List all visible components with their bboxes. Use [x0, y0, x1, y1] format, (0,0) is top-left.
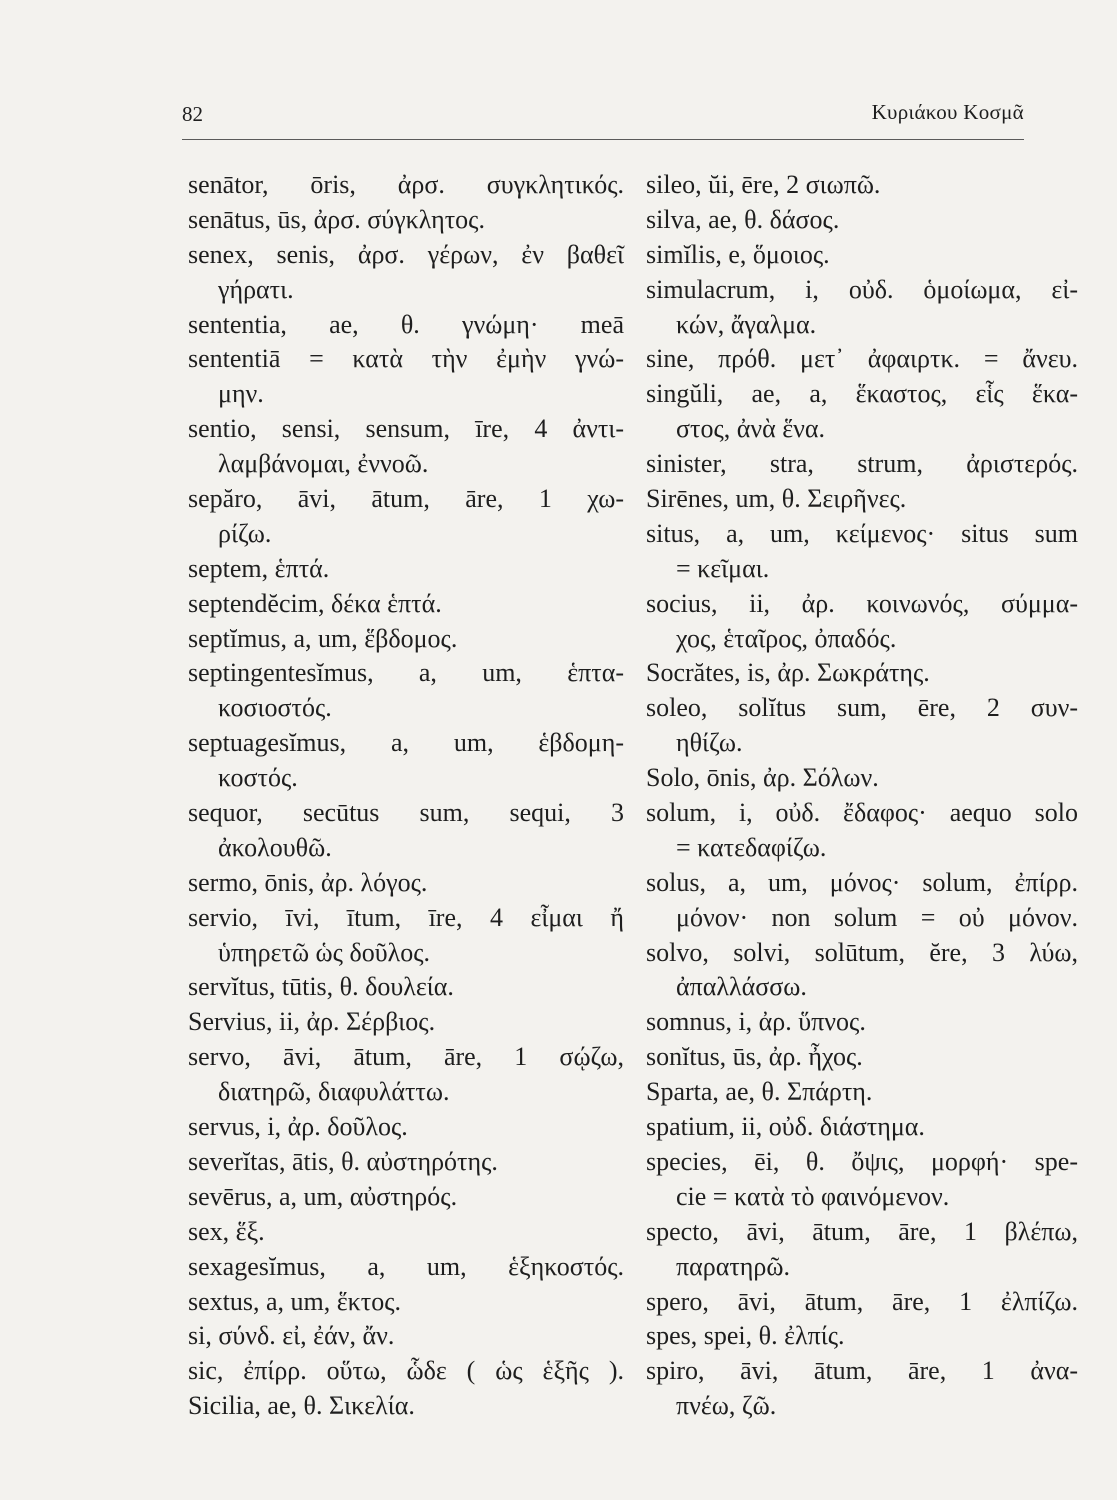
dictionary-entry-line: senātus, ūs, ἀρσ. σύγκλητος.: [188, 204, 485, 234]
entry-continuation-line: = κατεδαφίζω.: [676, 832, 827, 862]
entry-continuation-line: ηθίζω.: [676, 728, 743, 758]
dictionary-entry-line: Solo, ōnis, ἀρ. Σόλων.: [646, 763, 879, 793]
entry-continuation-line: γήρατι.: [218, 274, 294, 304]
dictionary-entry-line: Sparta, ae, θ. Σπάρτη.: [646, 1077, 873, 1107]
dictionary-entry-line: servio, īvi, ītum, īre, 4 εἶμαι ἤ: [188, 902, 624, 932]
entry-continuation-line: διατηρῶ, διαφυλάττω.: [218, 1077, 450, 1107]
dictionary-entry-line: somnus, i, ἀρ. ὕπνος.: [646, 1007, 866, 1037]
dictionary-entry-line: sic, ἐπίρρ. οὕτω, ὧδε ( ὡς ἑξῆς ).: [188, 1356, 624, 1386]
dictionary-entry-line: simĭlis, e, ὅμοιος.: [646, 239, 830, 269]
dictionary-entry-line: spero, āvi, ātum, āre, 1 ἐλπίζω.: [646, 1286, 1078, 1316]
dictionary-entry-line: septendĕcim, δέκα ἑπτά.: [188, 588, 442, 618]
dictionary-entry-line: spatium, ii, οὐδ. διάστημα.: [646, 1112, 925, 1142]
running-title: Κυριάκου Κοσμᾶ: [871, 100, 1024, 124]
entry-continuation-line: cie = κατὰ τὸ φαινόμενον.: [676, 1181, 950, 1211]
dictionary-entry-line: simulacrum, i, οὐδ. ὁμοίωμα, εἰ-: [646, 274, 1078, 304]
right-column: [646, 168, 1078, 1424]
dictionary-entry-line: Sicilia, ae, θ. Σικελία.: [188, 1391, 415, 1421]
dictionary-entry-line: sileo, ŭi, ēre, 2 σιωπῶ.: [646, 170, 881, 199]
entry-continuation-line: μόνον· non solum = οὐ μόνον.: [676, 902, 1078, 932]
dictionary-entry-line: senātor, ōris, ἀρσ. συγκλητικός.: [188, 170, 624, 199]
entry-continuation-line: κοσιοστός.: [218, 693, 332, 723]
dictionary-entry-line: solus, a, um, μόνος· solum, ἐπίρρ.: [646, 867, 1078, 897]
entry-continuation-line: = κεῖμαι.: [676, 553, 770, 583]
entry-continuation-line: κών, ἄγαλμα.: [676, 309, 817, 339]
dictionary-entry-line: sequor, secūtus sum, sequi, 3: [188, 798, 624, 828]
dictionary-entry-line: solum, i, οὐδ. ἔδαφος· aequo solo: [646, 798, 1078, 828]
dictionary-entry-line: sine, πρόθ. μετ᾽ ἀφαιρτκ. = ἄνευ.: [646, 344, 1078, 374]
dictionary-entry-line: spes, spei, θ. ἐλπίς.: [646, 1321, 845, 1351]
dictionary-entry-line: situs, a, um, κείμενος· situs sum: [646, 518, 1078, 548]
dictionary-entry-line: socius, ii, ἀρ. κοινωνός, σύμμα-: [646, 588, 1078, 618]
dictionary-entry-line: sepăro, āvi, ātum, āre, 1 χω-: [188, 484, 624, 514]
dictionary-entry-line: servo, āvi, ātum, āre, 1 σῴζω,: [188, 1042, 624, 1072]
entry-continuation-line: μην.: [218, 379, 264, 409]
dictionary-entry-line: solvo, solvi, solūtum, ĕre, 3 λύω,: [646, 937, 1078, 967]
dictionary-entry-line: sextus, a, um, ἕκτος.: [188, 1286, 402, 1316]
dictionary-entry-line: sonĭtus, ūs, ἀρ. ἦχος.: [646, 1042, 863, 1072]
dictionary-entry-line: sevērus, a, um, αὐστηρός.: [188, 1181, 458, 1211]
dictionary-entry-line: septem, ἑπτά.: [188, 553, 330, 583]
dictionary-entry-line: si, σύνδ. εἰ, ἐάν, ἄν.: [188, 1321, 395, 1351]
dictionary-entry-line: sexagesĭmus, a, um, ἑξηκοστός.: [188, 1251, 624, 1281]
entry-continuation-line: ρίζω.: [218, 518, 272, 548]
dictionary-entry-line: singŭli, ae, a, ἕκαστος, εἷς ἕκα-: [646, 379, 1078, 409]
dictionary-entry-line: senex, senis, ἀρσ. γέρων, ἐν βαθεῖ: [188, 239, 624, 269]
entry-continuation-line: ὑπηρετῶ ὡς δοῦλος.: [218, 937, 430, 967]
dictionary-entry-line: spiro, āvi, ātum, āre, 1 ἀνα-: [646, 1356, 1078, 1386]
dictionary-entry-line: soleo, solĭtus sum, ēre, 2 συν-: [646, 693, 1078, 723]
dictionary-entry-line: species, ēi, θ. ὄψις, μορφή· spe-: [646, 1146, 1078, 1176]
dictionary-entry-line: silva, ae, θ. δάσος.: [646, 204, 840, 234]
dictionary-entry-line: sententia, ae, θ. γνώμη· meā: [188, 309, 624, 339]
page-number: 82: [182, 102, 203, 126]
page-header: [182, 100, 1024, 130]
dictionary-entry-line: sinister, stra, strum, ἀριστερός.: [646, 449, 1078, 479]
entry-continuation-line: χος, ἑταῖρος, ὀπαδός.: [676, 623, 897, 653]
dictionary-entry-line: servus, i, ἀρ. δοῦλος.: [188, 1112, 408, 1142]
dictionary-entry-line: sententiā = κατὰ τὴν ἐμὴν γνώ-: [188, 344, 624, 374]
dictionary-entry-line: Sirēnes, um, θ. Σειρῆνες.: [646, 484, 907, 514]
dictionary-entry-line: servĭtus, tūtis, θ. δουλεία.: [188, 972, 454, 1002]
left-column: [188, 168, 624, 1424]
dictionary-entry-line: severĭtas, ātis, θ. αὐστηρότης.: [188, 1146, 498, 1176]
entry-continuation-line: στος, ἀνὰ ἕνα.: [676, 414, 826, 444]
entry-continuation-line: ἀπαλλάσσω.: [676, 972, 807, 1002]
dictionary-entry-line: sentio, sensi, sensum, īre, 4 ἀντι-: [188, 414, 624, 444]
entry-continuation-line: παρατηρῶ.: [676, 1251, 790, 1281]
entry-continuation-line: ἀκολουθῶ.: [218, 832, 332, 862]
dictionary-entry-line: Servius, ii, ἀρ. Σέρβιος.: [188, 1007, 436, 1037]
dictionary-entry-line: Socrătes, is, ἀρ. Σωκράτης.: [646, 658, 930, 688]
entry-continuation-line: κοστός.: [218, 763, 298, 793]
entry-continuation-line: λαμβάνομαι, ἐννοῶ.: [218, 449, 429, 479]
dictionary-entry-line: sermo, ōnis, ἀρ. λόγος.: [188, 867, 428, 897]
dictionary-entry-line: septingentesĭmus, a, um, ἑπτα-: [188, 658, 624, 688]
dictionary-entry-line: sex, ἕξ.: [188, 1216, 265, 1246]
dictionary-entry-line: septĭmus, a, um, ἕβδομος.: [188, 623, 458, 653]
dictionary-entry-line: septuagesĭmus, a, um, ἑβδομη-: [188, 728, 624, 758]
entry-continuation-line: πνέω, ζῶ.: [676, 1391, 777, 1421]
header-rule: [182, 139, 1024, 140]
dictionary-entry-line: specto, āvi, ātum, āre, 1 βλέπω,: [646, 1216, 1078, 1246]
